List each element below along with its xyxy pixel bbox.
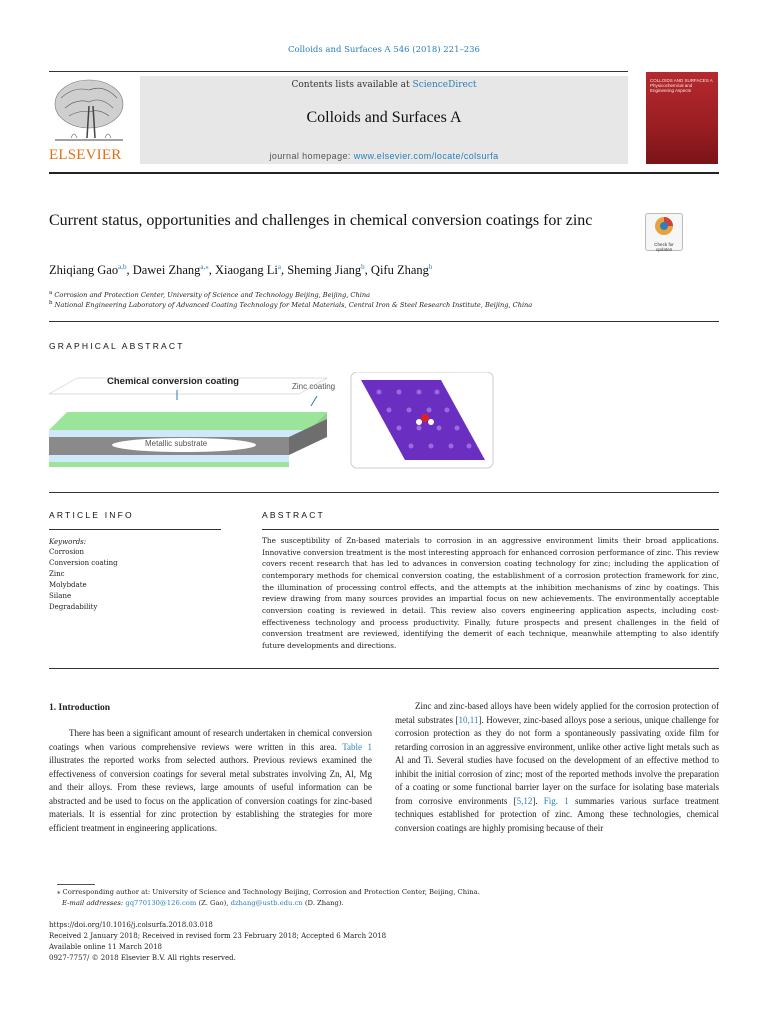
- email-addresses: [62, 899, 344, 907]
- affiliation-b-text: National Engineering Laboratory of Advanced Coating Technology for Metal Materials, Central Iron & Steel Research Institute, Beijing, China: [54, 301, 533, 310]
- graphical-abstract-rule: [49, 492, 719, 493]
- email-link-gao[interactable]: gq770130@126.com: [125, 899, 197, 907]
- keyword-item: Silane: [49, 592, 72, 600]
- header-bottom-rule: [49, 172, 719, 174]
- journal-homepage: [140, 151, 628, 161]
- received-dates: Received 2 January 2018; Received in revised form 23 February 2018; Accepted 6 March 2018: [49, 932, 387, 940]
- abstract-heading: ABSTRACT: [262, 510, 325, 520]
- author-name: Sheming Jiang: [287, 263, 362, 278]
- zinc-coating-label: Zinc coating: [292, 382, 336, 391]
- reference-link[interactable]: 5,12: [516, 795, 533, 806]
- author-name: Zhiqiang Gao: [49, 263, 119, 278]
- available-online: Available online 11 March 2018: [49, 943, 163, 951]
- keyword-item: Corrosion: [49, 548, 85, 556]
- author-list: [49, 263, 432, 278]
- author-affiliation-marker[interactable]: b: [428, 263, 433, 271]
- affiliation-rule: [49, 321, 719, 322]
- contents-prefix: Contents lists available at: [291, 80, 413, 90]
- body-text: ]. However, zinc-based alloys pose a serious, unique challenge for corrosion protection as they do not form a spontaneously passivating oxide film for retarding corrosion in an aggressive environment, unlike other active light metals such as Al and Ti. Several studies have focused on the development of an effective method to inhibit the initial corrosion of zinc; most of the reported methods involve the preparation of a coating or some functional barrier layer on the surface for isolating base materials from corrosive environments [: [395, 714, 720, 806]
- author-name: Qifu Zhang: [370, 263, 429, 278]
- email-owner-gao: (Z. Gao),: [196, 899, 231, 907]
- abstract-text: The susceptibility of Zn-based materials to corrosion in an aggressive environment limits their broad applications. Innovative conversion treatment is the most interesting approach for enhanced corrosion performance of zinc. This review covers recent research that has led to advances in conversion coating technology for zinc; including the application of contemporary methods for chemical conversion coating, the establishment of a corrosion protection framework for zinc, the illumination of processing control effects, and the attempts at the inhibition mechanisms of zinc by coatings. This review drawing from many sources provides an impartial focus on new achievements. The environmentally acceptable conversion coating is reviewed in detail. This review also covers engineering application aspects, including cost-effectiveness technology and process productivity. Finally, future prospects and present challenges in the field of conversion treatment are reviewed, identifying the demerit of each technique, meanwhile attempting to also identify future developments and directions.: [262, 536, 719, 650]
- substrate-label: Metallic substrate: [145, 439, 208, 448]
- check-updates-icon: [646, 214, 682, 238]
- keyword-item: Degradability: [49, 603, 98, 611]
- badge-label: Check for updates: [654, 242, 674, 252]
- copyright-line: 0927-7757/ © 2018 Elsevier B.V. All rights reserved.: [49, 954, 236, 962]
- elsevier-tree-logo: [49, 76, 129, 146]
- graphical-abstract-figure: [49, 372, 497, 472]
- introduction-column-left: [49, 727, 372, 835]
- doi-link[interactable]: https://doi.org/10.1016/j.colsurfa.2018.03.018: [49, 921, 213, 929]
- article-info-rule: [49, 529, 221, 530]
- body-text: illustrates the reported works from selected authors. Previous reviews examined the effectiveness of conversion coatings for several metal substrates involving Zn, Al, Mg and their alloys. From these reviews, large amounts of useful information can be abstracted and be used to focus on the application of conversion coatings for zinc-based materials. It is essential for zinc protection by establishing the strategies for more efficient treatment in engineering applications.: [49, 755, 372, 833]
- body-text: ].: [532, 795, 544, 806]
- author-affiliation-marker[interactable]: a,⁎: [200, 263, 209, 271]
- affiliation-b: [49, 300, 532, 309]
- keyword-item: Molybdate: [49, 581, 87, 589]
- abstract-bottom-rule: [49, 668, 719, 669]
- graphical-abstract-heading: GRAPHICAL ABSTRACT: [49, 341, 185, 351]
- email-owner-zhang: (D. Zhang).: [302, 899, 344, 907]
- journal-reference[interactable]: Colloids and Surfaces A 546 (2018) 221–236: [288, 45, 480, 55]
- keywords-label: Keywords:: [49, 538, 87, 546]
- sciencedirect-link[interactable]: ScienceDirect: [412, 80, 477, 90]
- affiliation-a-text: Corrosion and Protection Center, University of Science and Technology Beijing, Beijing, China: [54, 291, 371, 300]
- author-affiliation-marker[interactable]: a,b: [118, 263, 127, 271]
- author-name: Dawei Zhang: [132, 263, 201, 278]
- article-title: Current status, opportunities and challenges in chemical conversion coatings for zinc: [49, 212, 593, 229]
- homepage-link[interactable]: www.elsevier.com/locate/colsurfa: [353, 151, 499, 161]
- affiliation-b-label: b: [49, 300, 53, 306]
- author-name: Xiaogang Li: [215, 263, 278, 278]
- keyword-item: Zinc: [49, 570, 65, 578]
- body-text: There has been a significant amount of research undertaken in chemical conversion coatings when various comprehensive reviews were written in this area.: [49, 728, 372, 752]
- author-separator: ,: [126, 263, 133, 278]
- reference-link[interactable]: Fig. 1: [543, 795, 569, 806]
- affiliation-a: [49, 290, 370, 299]
- contents-line: [140, 80, 628, 90]
- introduction-column-right: [395, 700, 719, 835]
- keyword-item: Conversion coating: [49, 559, 118, 567]
- journal-title: Colloids and Surfaces A: [306, 109, 462, 126]
- header-top-rule: [49, 71, 628, 72]
- introduction-heading: 1. Introduction: [49, 703, 111, 713]
- cover-text: COLLOIDS AND SURFACES A Physicochemical and Engineering Aspects: [650, 78, 713, 93]
- author-separator: ,: [364, 263, 371, 278]
- publisher-wordmark[interactable]: ELSEVIER: [49, 147, 122, 163]
- body-text: Zinc and zinc-based alloys have been widely applied for the corrosion protection of metal substrates [: [395, 701, 719, 725]
- coating-label: Chemical conversion coating: [107, 376, 239, 387]
- affiliation-a-label: a: [49, 290, 53, 296]
- article-info-heading: ARTICLE INFO: [49, 510, 134, 520]
- email-link-zhang[interactable]: dzhang@ustb.edu.cn: [230, 899, 303, 907]
- reference-link[interactable]: Table 1: [342, 741, 373, 752]
- homepage-prefix: journal homepage:: [269, 151, 354, 161]
- author-affiliation-marker[interactable]: a: [277, 263, 281, 271]
- email-label: E-mail addresses:: [62, 899, 126, 907]
- corresponding-author-note: ⁎ Corresponding author at: University of Science and Technology Beijing, Corrosion and Protection Center, Beijing, China.: [57, 888, 480, 896]
- footnote-rule: [57, 884, 95, 885]
- abstract-rule: [262, 529, 719, 530]
- reference-link[interactable]: 10,11: [458, 714, 479, 725]
- author-separator: ,: [280, 263, 288, 278]
- body-text: summaries various surface treatment techniques established for protection of zinc. Among these technologies, chemical conversion coatings are highly promising because of their: [395, 795, 720, 833]
- check-for-updates-badge[interactable]: [645, 213, 683, 251]
- author-separator: ,: [208, 263, 215, 278]
- author-affiliation-marker[interactable]: b: [361, 263, 365, 271]
